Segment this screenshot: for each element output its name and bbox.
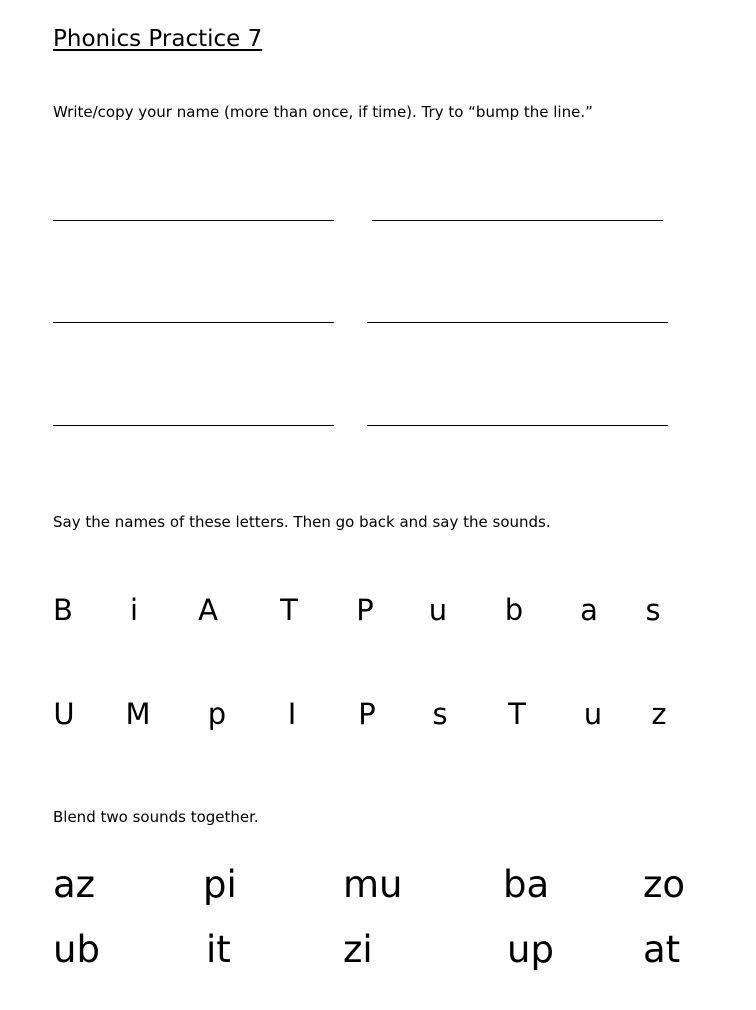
blend-instruction: Blend two sounds together. [53, 808, 259, 826]
letter: P [356, 593, 374, 627]
letter: P [358, 697, 376, 731]
blend-word: az [53, 863, 96, 906]
blend-word: ub [53, 928, 100, 971]
letter: A [198, 593, 218, 627]
writing-line[interactable] [53, 220, 334, 221]
writing-line[interactable] [367, 425, 668, 426]
letter: a [580, 593, 598, 627]
letter: U [53, 697, 75, 731]
blend-word: mu [343, 863, 403, 906]
letter: p [207, 697, 227, 731]
blend-word: pi [203, 863, 237, 906]
letter: s [432, 697, 448, 731]
writing-line[interactable] [53, 425, 334, 426]
letter: T [280, 593, 298, 627]
page-title: Phonics Practice 7 [53, 26, 263, 52]
letter: u [583, 697, 603, 731]
blend-word: at [643, 928, 681, 971]
letter: b [504, 593, 524, 627]
blend-word: ba [503, 863, 550, 906]
letter: i [129, 593, 139, 627]
letters-instruction: Say the names of these letters. Then go back and say the sounds. [53, 513, 551, 531]
writing-line[interactable] [367, 322, 668, 323]
blend-word: zi [343, 928, 373, 971]
letter: T [508, 697, 526, 731]
name-instruction: Write/copy your name (more than once, if time). Try to “bump the line.” [53, 103, 593, 121]
letter: u [428, 593, 448, 627]
letter: M [125, 697, 151, 731]
letter: s [645, 593, 661, 627]
writing-line[interactable] [372, 220, 663, 221]
writing-line[interactable] [53, 322, 334, 323]
letter: z [651, 697, 667, 731]
blend-word: zo [643, 863, 686, 906]
letter: B [53, 593, 73, 627]
blend-word: up [507, 928, 554, 971]
blend-word: it [206, 928, 231, 971]
letter: I [287, 697, 297, 731]
